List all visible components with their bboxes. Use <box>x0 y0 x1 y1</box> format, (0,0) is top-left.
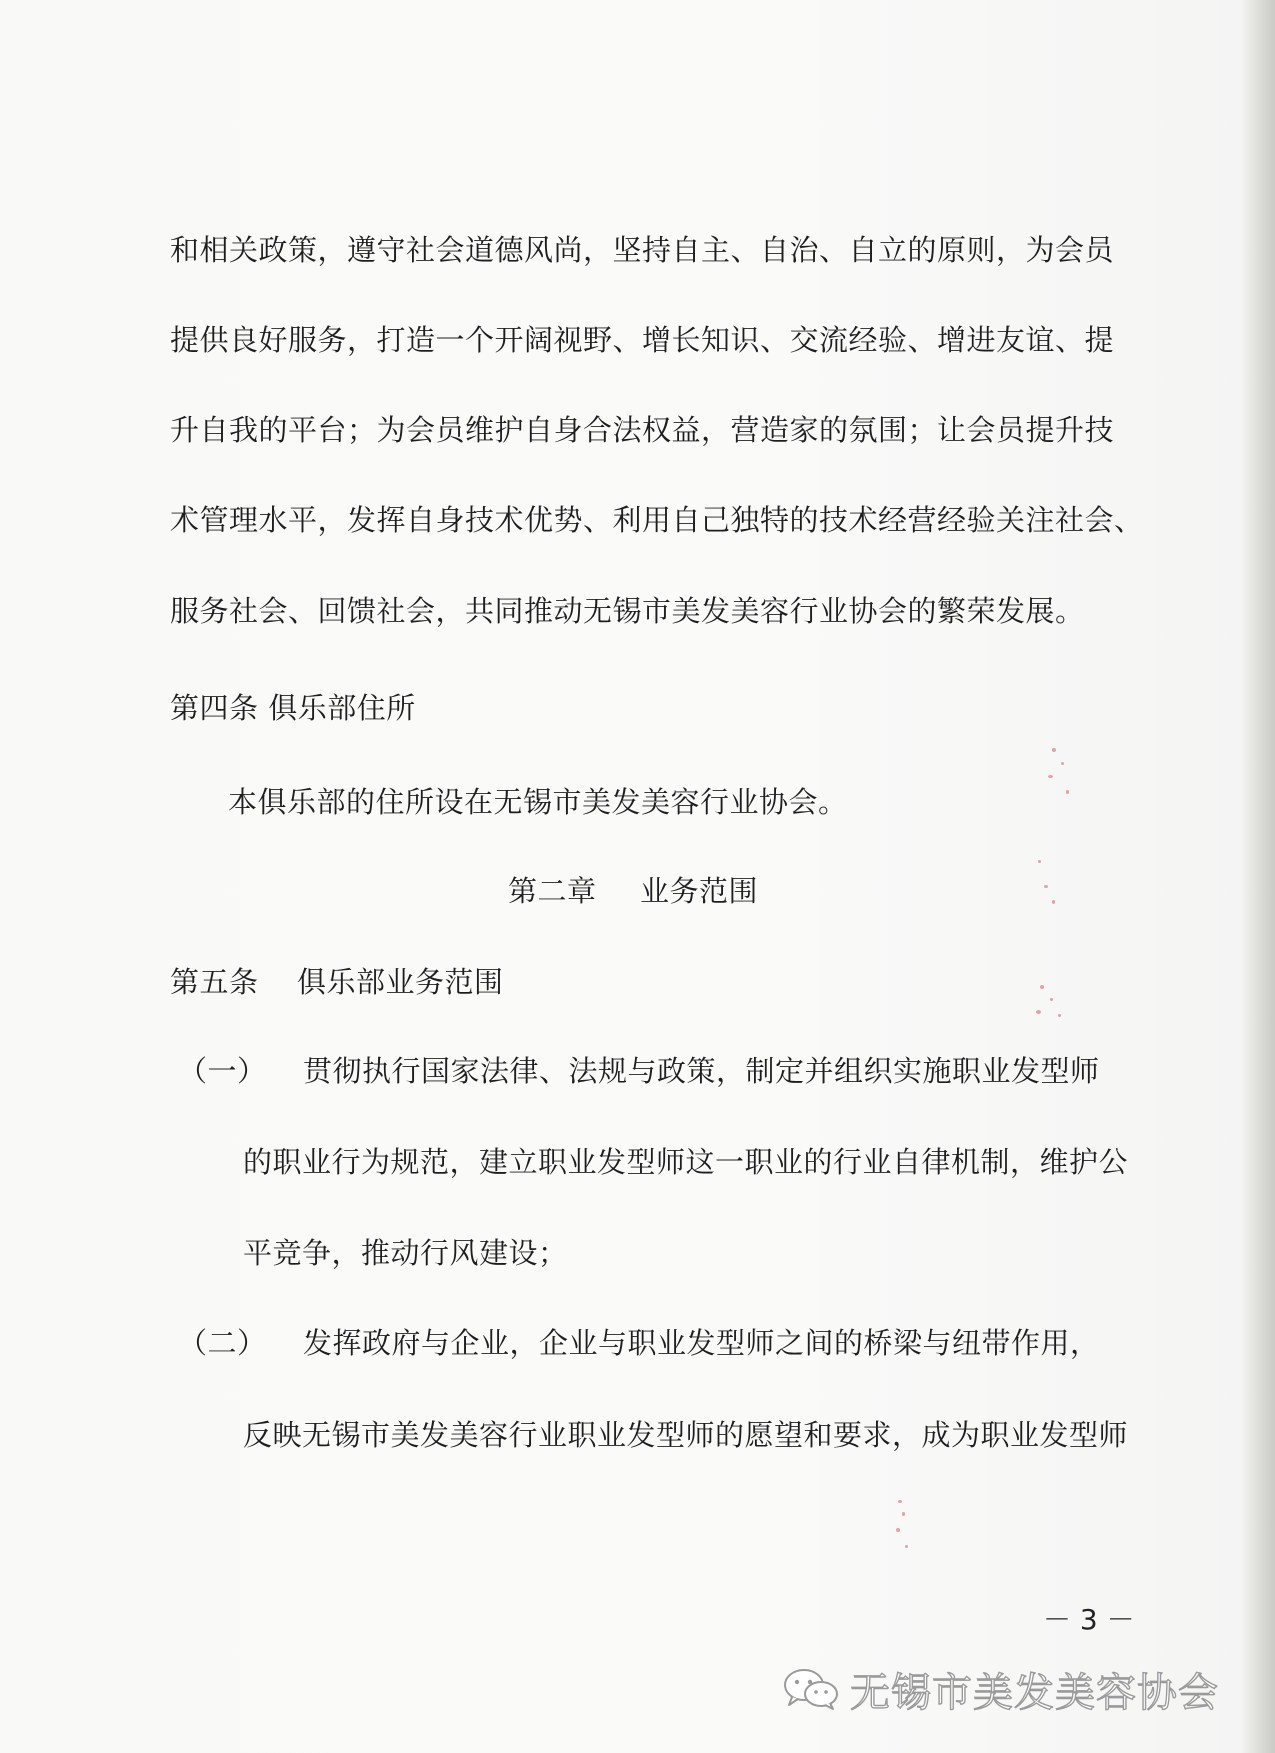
paragraph-line: 服务社会、回馈社会，共同推动无锡市美发美容行业协会的繁荣发展。 <box>170 594 1085 628</box>
article-5-number: 第五条 <box>170 965 259 999</box>
item-1-marker: （一） <box>178 1054 267 1088</box>
article-4-body: 本俱乐部的住所设在无锡市美发美容行业协会。 <box>228 785 848 819</box>
article-5-title: 俱乐部业务范围 <box>297 965 504 999</box>
item-2-line: 发挥政府与企业，企业与职业发型师之间的桥梁与纽带作用， <box>303 1326 1100 1360</box>
paragraph-line: 提供良好服务，打造一个开阔视野、增长知识、交流经验、增进友谊、提 <box>170 323 1115 357</box>
item-1-line: 的职业行为规范，建立职业发型师这一职业的行业自律机制，维护公 <box>243 1145 1129 1179</box>
chapter-number: 第二章 <box>508 874 597 908</box>
article-4-heading: 第四条 俱乐部住所 <box>170 691 416 725</box>
item-2-line: 反映无锡市美发美容行业职业发型师的愿望和要求，成为职业发型师 <box>243 1418 1129 1452</box>
wechat-watermark <box>782 1663 1219 1715</box>
item-1-line: 贯彻执行国家法律、法规与政策，制定并组织实施职业发型师 <box>303 1054 1100 1088</box>
chapter-title: 业务范围 <box>640 874 759 908</box>
watermark-text: 无锡市美发美容协会 <box>850 1669 1219 1716</box>
paragraph-line: 升自我的平台；为会员维护自身合法权益，营造家的氛围；让会员提升技 <box>170 413 1115 447</box>
item-1-line: 平竞争，推动行风建设； <box>243 1236 568 1270</box>
page-number: － 3 － <box>1043 1603 1135 1636</box>
paragraph-line: 术管理水平，发挥自身技术优势、利用自己独特的技术经营经验关注社会、 <box>170 503 1144 537</box>
page-edge-shadow <box>1241 0 1275 1753</box>
item-2-marker: （二） <box>178 1326 267 1360</box>
wechat-icon <box>782 1667 840 1711</box>
paragraph-line: 和相关政策，遵守社会道德风尚，坚持自主、自治、自立的原则，为会员 <box>170 233 1115 267</box>
